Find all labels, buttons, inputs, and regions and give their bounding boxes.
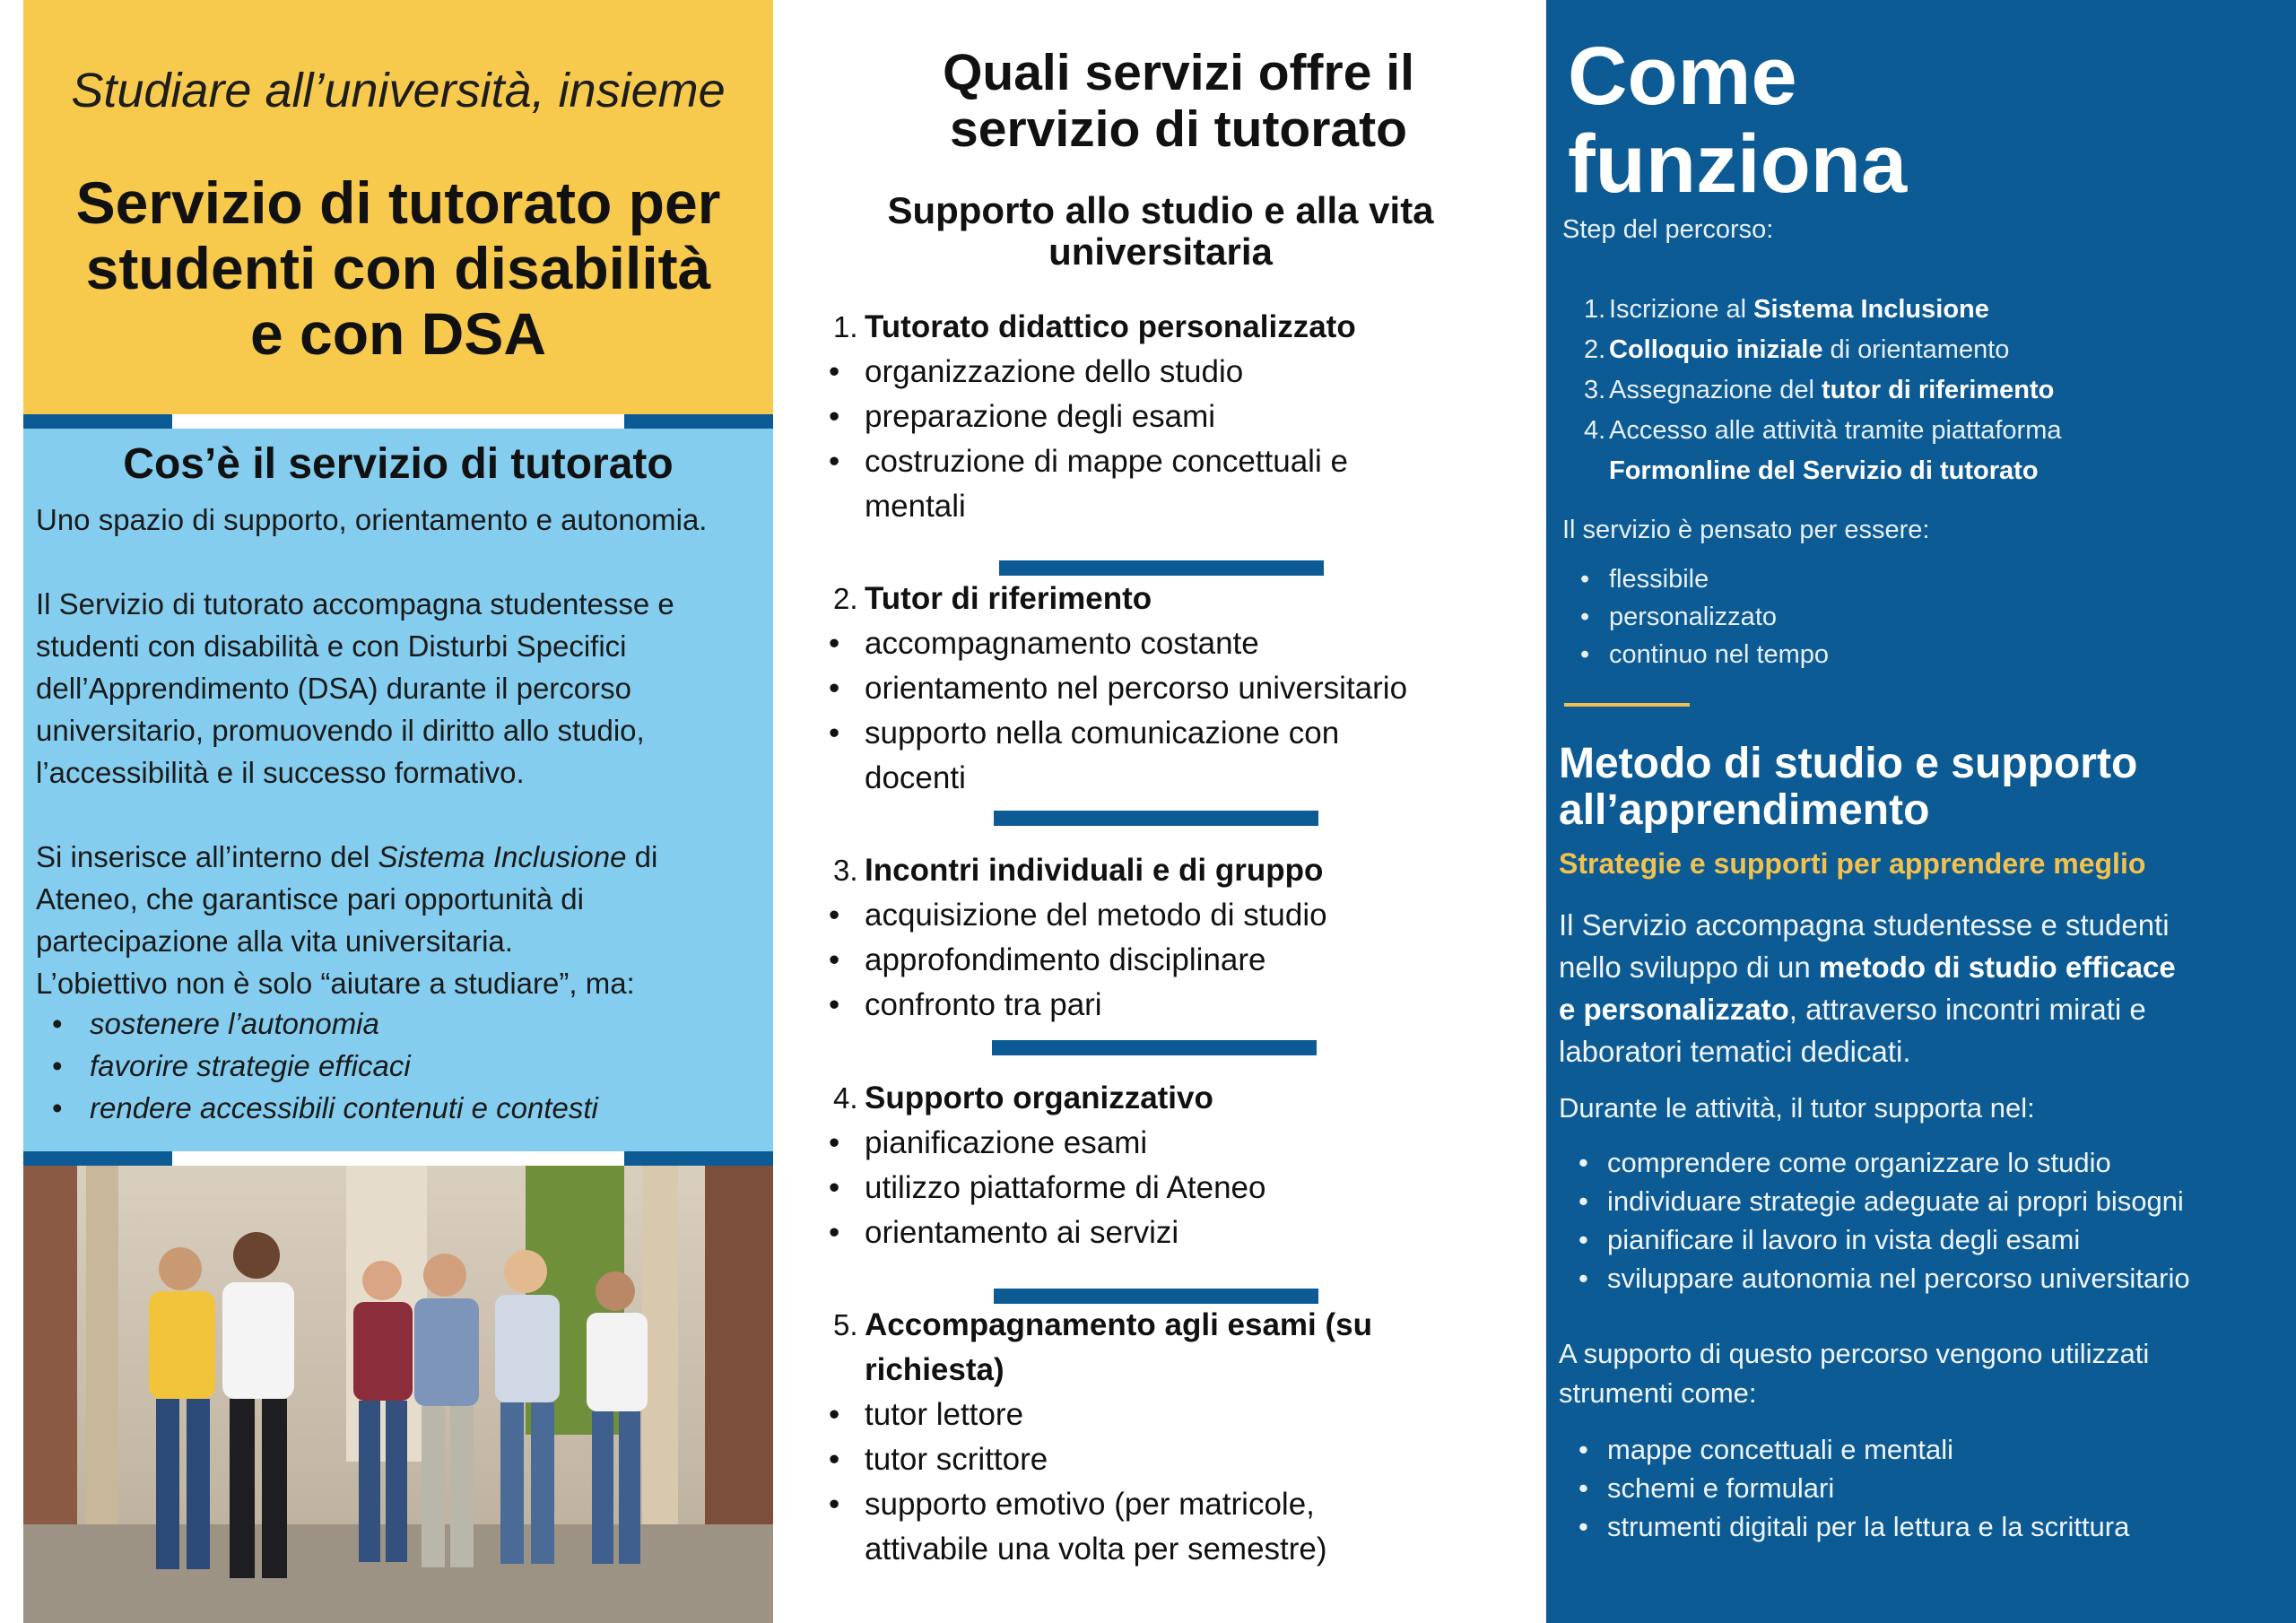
list-item: • pianificazione esami: [865, 1121, 1519, 1166]
title-block: [23, 0, 773, 414]
goals-list: [36, 1002, 744, 1129]
divider-gap: [172, 1151, 624, 1166]
list-item: • strumenti digitali per la lettura e la scrittura: [1607, 1507, 2271, 1546]
divider-bar: [624, 1151, 773, 1166]
list-item: • tutor scrittore: [865, 1437, 1519, 1482]
service-title: Tutor di riferimento: [865, 581, 1152, 616]
steps-list: [1584, 290, 2237, 491]
list-item: • pianificare il lavoro in vista degli esami: [1607, 1220, 2271, 1259]
step-item: 1. Iscrizione al Sistema Inclusione: [1584, 295, 1989, 324]
intro-text: Uno spazio di supporto, orientamento e autonomia.: [36, 503, 708, 536]
how-it-works-title: Come funziona: [1568, 30, 1908, 210]
services-title: Quali servizi offre il servizio di tutorato: [943, 44, 1414, 158]
tagline: Studiare all’università, insieme: [71, 64, 726, 117]
photo-illustration: [23, 1166, 773, 1623]
step-item: 4. Accesso alle attività tramite piattaforma: [1584, 416, 2062, 445]
list-item: • personalizzato: [1609, 598, 1829, 636]
service-items: [865, 350, 1519, 529]
service-items: [865, 893, 1519, 1028]
divider-bar: [23, 1151, 172, 1166]
activities-label: Durante le attività, il tutor supporta nel:: [1559, 1092, 2035, 1124]
list-item: • utilizzo piattaforme di Ateneo: [865, 1166, 1519, 1211]
service-items: [865, 1121, 1519, 1255]
tools-list: [1607, 1430, 2271, 1546]
list-item: • orientamento nel percorso universitario: [865, 666, 1519, 711]
list-item: • confronto tra pari: [865, 983, 1519, 1028]
inclusion-paragraph: Si inserisce all’interno del Sistema Inclusione di Ateneo, che garantisce pari opportunità di partecipazione alla vita universitaria. L’obiettivo non è solo “aiutare a studiare”, ma:: [36, 840, 658, 1000]
list-item: • approfondimento disciplinare: [865, 938, 1519, 983]
list-item: • mappe concettuali e mentali: [1607, 1430, 2271, 1469]
service-items: [865, 621, 1519, 801]
method-subtitle: Strategie e supporti per apprendere meglio: [1559, 847, 2146, 880]
service-section-4: 4. Supporto organizzativo • pianificazione esami • utilizzo piattaforme di Ateneo • orientamento ai servizi: [865, 1076, 1519, 1255]
list-item: • supporto emotivo (per matricole,: [865, 1482, 1519, 1527]
services-subtitle: Supporto allo studio e alla vita universitaria: [887, 189, 1434, 273]
method-title: Metodo di studio e supporto all’apprendimento: [1559, 740, 2138, 834]
list-item: • individuare strategie adeguate ai propri bisogni: [1607, 1182, 2271, 1220]
main-title: Servizio di tutorato per studenti con disabilità e con DSA: [75, 169, 721, 367]
list-item: • favorire strategie efficaci: [36, 1045, 744, 1087]
method-paragraph: Il Servizio accompagna studentesse e studenti nello sviluppo di un metodo di studio efficace e personalizzato, attraverso incontri mirati e laboratori tematici dedicati.: [1559, 908, 2176, 1068]
section-divider: [999, 560, 1324, 576]
description-paragraph: Il Servizio di tutorato accompagna studentesse e studenti con disabilità e con Disturbi Specifici dell’Apprendimento (DSA) durante il percorso universitario, promuovendo il diritto allo studio, l’accessibilità e il successo formativo.: [36, 587, 674, 789]
list-item: • rendere accessibili contenuti e contesti: [36, 1087, 744, 1129]
divider-gap: [172, 414, 624, 429]
list-item: • flessibile: [1609, 560, 1829, 598]
section-title: Cos’è il servizio di tutorato: [123, 440, 674, 488]
list-item: • preparazione degli esami: [865, 395, 1519, 439]
qualities-list: [1609, 560, 1829, 673]
service-section-2: 2. Tutor di riferimento • accompagnamento costante • orientamento nel percorso universitario • supporto nella comunicazione con docenti: [865, 577, 1519, 801]
service-title: Incontri individuali e di gruppo: [865, 853, 1324, 888]
list-item: • sviluppare autonomia nel percorso universitario: [1607, 1259, 2271, 1298]
designed-label: Il servizio è pensato per essere:: [1562, 516, 1930, 544]
steps-label: Step del percorso:: [1562, 215, 1774, 244]
service-title: Accompagnamento agli esami (su: [865, 1307, 1372, 1342]
list-item: • tutor lettore: [865, 1393, 1519, 1437]
list-item: docenti: [865, 760, 966, 795]
list-item: • schemi e formulari: [1607, 1469, 2271, 1507]
service-items: [865, 1393, 1519, 1572]
list-item: • accompagnamento costante: [865, 621, 1519, 666]
service-section-1: 1. Tutorato didattico personalizzato • organizzazione dello studio • preparazione degli esami • costruzione di mappe concettuali e mentali: [865, 305, 1519, 529]
section-divider: [994, 811, 1318, 826]
middle-panel: [775, 0, 1546, 1623]
divider-bar: [23, 414, 172, 429]
section-divider: [994, 1289, 1318, 1304]
list-item: attivabile una volta per semestre): [865, 1532, 1327, 1567]
list-item: • organizzazione dello studio: [865, 350, 1519, 395]
list-item: • orientamento ai servizi: [865, 1211, 1519, 1255]
step-item: 2. Colloquio iniziale di orientamento: [1584, 335, 2010, 364]
left-panel: [0, 0, 775, 1623]
list-item: • supporto nella comunicazione con: [865, 711, 1519, 756]
right-panel: [1546, 0, 2296, 1623]
list-item: mentali: [865, 489, 966, 524]
list-item: • sostenere l’autonomia: [36, 1002, 744, 1045]
students-walking-photo: [23, 1166, 773, 1623]
list-item: • continuo nel tempo: [1609, 636, 1829, 673]
service-title: Tutorato didattico personalizzato: [865, 309, 1356, 344]
list-item: • costruzione di mappe concettuali e: [865, 439, 1519, 484]
tools-label: A supporto di questo percorso vengono utilizzati strumenti come:: [1559, 1338, 2150, 1409]
service-title: Supporto organizzativo: [865, 1081, 1213, 1115]
step-item-continued: Formonline del Servizio di tutorato: [1609, 456, 2039, 485]
section-divider: [992, 1040, 1317, 1055]
step-item: 3. Assegnazione del tutor di riferimento: [1584, 376, 2055, 404]
activities-list: [1607, 1143, 2271, 1298]
list-item: • acquisizione del metodo di studio: [865, 893, 1519, 938]
service-section-3: 3. Incontri individuali e di gruppo • acquisizione del metodo di studio • approfondimento disciplinare • confronto tra pari: [865, 848, 1519, 1028]
gold-divider: [1564, 703, 1690, 707]
service-section-5: 5. Accompagnamento agli esami (su richiesta) • tutor lettore • tutor scrittore • supporto emotivo (per matricole, attivabile una volta per semestre): [865, 1303, 1519, 1572]
divider-bar: [624, 414, 773, 429]
list-item: • comprendere come organizzare lo studio: [1607, 1143, 2271, 1182]
